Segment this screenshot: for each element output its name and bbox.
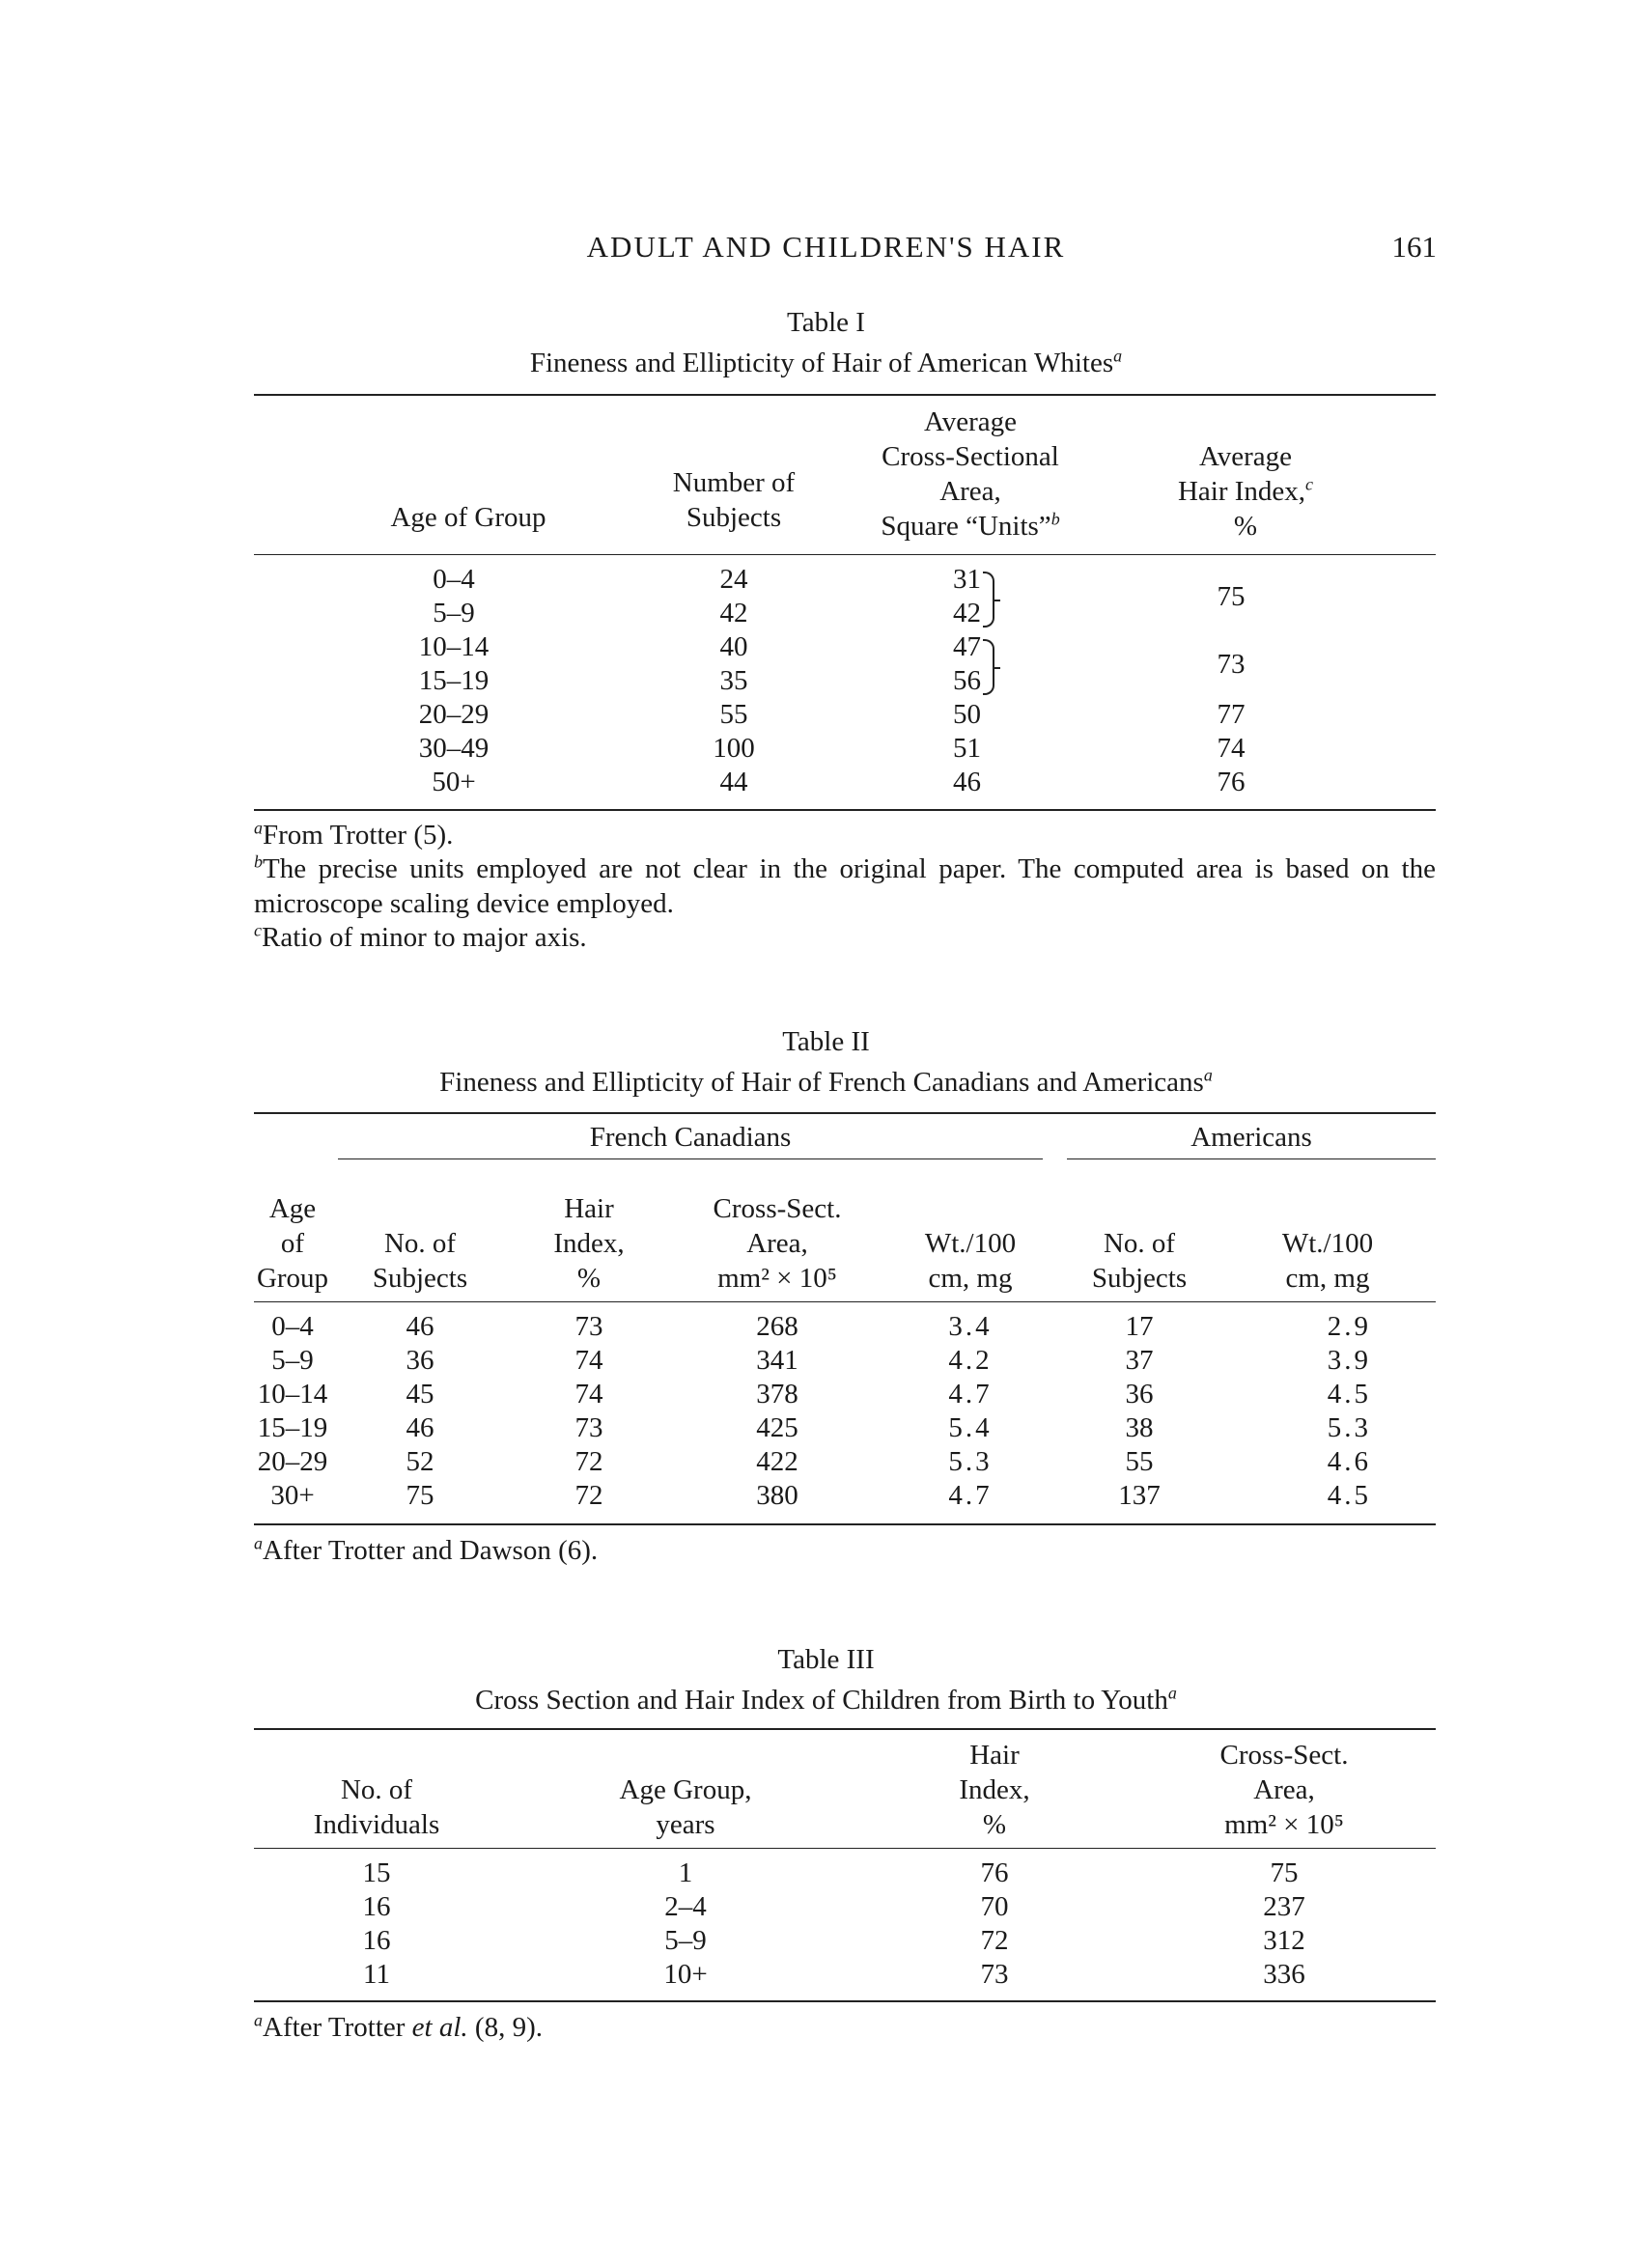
table1-footnote-b: $^b$The precise units employed are not clear in the original paper. The computed area is based on the microscope scaling device employed. bbox=[254, 851, 1436, 919]
t3-individuals: 15 bbox=[362, 1857, 391, 1888]
t1-subjects: 44 bbox=[719, 767, 748, 797]
table2-col-subjects: No. of Subjects bbox=[372, 1228, 468, 1294]
table1-col-area: Average Cross-Sectional Area, Square “Units”$^b$ bbox=[881, 406, 1060, 542]
t2-area: 380 bbox=[756, 1480, 798, 1511]
t2-age: 30+ bbox=[270, 1480, 315, 1511]
table1-col-age: Age of Group bbox=[390, 502, 546, 533]
t2-am-wt: 2.9 bbox=[1327, 1311, 1371, 1342]
t2-am-wt: 4.5 bbox=[1327, 1379, 1371, 1410]
t1-area: 51 bbox=[953, 733, 981, 764]
t1-area: 31 bbox=[953, 564, 981, 595]
table1-header-rule bbox=[254, 554, 1436, 555]
t2-am-subjects: 36 bbox=[1125, 1379, 1154, 1410]
table1-bottom-rule bbox=[254, 809, 1436, 811]
t2-am-wt: 4.5 bbox=[1327, 1480, 1371, 1511]
table3-col-individuals: No. of Individuals bbox=[313, 1774, 440, 1840]
t1-index: 77 bbox=[1217, 699, 1246, 730]
table2-group-french: French Canadians bbox=[589, 1122, 792, 1153]
t1-index: 75 bbox=[1217, 581, 1246, 612]
t2-am-wt: 5.3 bbox=[1327, 1412, 1371, 1443]
t2-subjects: 46 bbox=[406, 1311, 434, 1342]
t2-am-subjects: 137 bbox=[1118, 1480, 1161, 1511]
t1-area: 46 bbox=[953, 767, 981, 797]
t1-subjects: 40 bbox=[719, 631, 748, 662]
t2-index: 72 bbox=[574, 1446, 603, 1477]
table1-caption: Fineness and Ellipticity of Hair of American Whites$^a$ bbox=[529, 346, 1123, 378]
t1-subjects: 100 bbox=[713, 733, 755, 764]
t2-index: 72 bbox=[574, 1480, 603, 1511]
table3-col-index: Hair Index, % bbox=[959, 1740, 1030, 1840]
table1-label: Table I bbox=[787, 307, 865, 338]
t3-age: 5–9 bbox=[664, 1925, 707, 1956]
t3-age: 1 bbox=[678, 1857, 693, 1888]
t2-am-subjects: 55 bbox=[1125, 1446, 1154, 1477]
table2-col-age: Age of Group bbox=[256, 1193, 329, 1294]
t2-subjects: 36 bbox=[406, 1345, 434, 1376]
t2-area: 341 bbox=[756, 1345, 798, 1376]
t3-index: 70 bbox=[980, 1891, 1009, 1922]
t1-area: 47 bbox=[953, 631, 981, 662]
t2-index: 74 bbox=[574, 1379, 603, 1410]
t1-subjects: 42 bbox=[719, 598, 748, 628]
page-number: 161 bbox=[1391, 230, 1437, 264]
t3-individuals: 16 bbox=[362, 1891, 391, 1922]
table3-header-rule bbox=[254, 1848, 1436, 1849]
table2-col-am-wt: Wt./100 cm, mg bbox=[1281, 1228, 1374, 1294]
t2-am-wt: 4.6 bbox=[1327, 1446, 1371, 1477]
t2-subjects: 75 bbox=[406, 1480, 434, 1511]
table1-col-index: Average Hair Index,$^c$ % bbox=[1177, 441, 1314, 542]
t3-individuals: 11 bbox=[363, 1959, 390, 1990]
table1-footnote-c: $^c$Ratio of minor to major axis. bbox=[254, 920, 587, 953]
table2-col-am-subjects: No. of Subjects bbox=[1091, 1228, 1188, 1294]
table3-bottom-rule bbox=[254, 2000, 1436, 2002]
table2-col-index: Hair Index, % bbox=[553, 1193, 625, 1294]
running-title: ADULT AND CHILDREN'S HAIR bbox=[586, 230, 1066, 264]
t1-age: 30–49 bbox=[418, 733, 490, 764]
t2-am-wt: 3.9 bbox=[1327, 1345, 1371, 1376]
table2-col-wt: Wt./100 cm, mg bbox=[924, 1228, 1017, 1294]
table1-top-rule bbox=[254, 394, 1436, 396]
t2-index: 73 bbox=[574, 1412, 603, 1443]
table2-caption: Fineness and Ellipticity of Hair of French Canadians and Americans$^a$ bbox=[439, 1065, 1213, 1098]
t2-area: 422 bbox=[756, 1446, 798, 1477]
t1-index: 74 bbox=[1217, 733, 1246, 764]
table1-brace bbox=[983, 572, 994, 628]
t1-age: 0–4 bbox=[433, 564, 475, 595]
table2-footnote-a: $^a$After Trotter and Dawson (6). bbox=[254, 1533, 599, 1566]
t2-am-subjects: 37 bbox=[1125, 1345, 1154, 1376]
table2-group-rule-americans bbox=[1067, 1158, 1436, 1159]
table2-label: Table II bbox=[782, 1026, 870, 1057]
t1-age: 10–14 bbox=[418, 631, 490, 662]
t1-age: 15–19 bbox=[418, 665, 490, 696]
t2-age: 20–29 bbox=[257, 1446, 328, 1477]
t2-wt: 4.7 bbox=[948, 1379, 993, 1410]
table3-caption: Cross Section and Hair Index of Children from Birth to Youth$^a$ bbox=[475, 1683, 1177, 1716]
t2-age: 15–19 bbox=[257, 1412, 328, 1443]
t2-index: 73 bbox=[574, 1311, 603, 1342]
t2-age: 5–9 bbox=[271, 1345, 314, 1376]
t1-area: 42 bbox=[953, 598, 981, 628]
t2-area: 378 bbox=[756, 1379, 798, 1410]
table2-top-rule bbox=[254, 1112, 1436, 1114]
t3-area: 75 bbox=[1270, 1857, 1299, 1888]
t2-area: 268 bbox=[756, 1311, 798, 1342]
t1-age: 20–29 bbox=[418, 699, 490, 730]
t2-am-subjects: 38 bbox=[1125, 1412, 1154, 1443]
table2-bottom-rule bbox=[254, 1523, 1436, 1525]
t2-wt: 3.4 bbox=[948, 1311, 993, 1342]
t3-area: 336 bbox=[1263, 1959, 1305, 1990]
t3-individuals: 16 bbox=[362, 1925, 391, 1956]
t2-wt: 4.7 bbox=[948, 1480, 993, 1511]
t2-age: 0–4 bbox=[271, 1311, 314, 1342]
t1-age: 50+ bbox=[432, 767, 476, 797]
t1-index: 76 bbox=[1217, 767, 1246, 797]
t1-subjects: 55 bbox=[719, 699, 748, 730]
t2-age: 10–14 bbox=[257, 1379, 328, 1410]
t2-area: 425 bbox=[756, 1412, 798, 1443]
t3-age: 10+ bbox=[663, 1959, 708, 1990]
table3-col-area: Cross-Sect. Area, mm² × 10⁵ bbox=[1219, 1740, 1349, 1840]
table1-brace bbox=[983, 639, 994, 695]
t1-index: 73 bbox=[1217, 649, 1246, 680]
t3-area: 237 bbox=[1263, 1891, 1305, 1922]
t3-index: 76 bbox=[980, 1857, 1009, 1888]
table2-col-area: Cross-Sect. Area, mm² × 10⁵ bbox=[713, 1193, 842, 1294]
t2-wt: 4.2 bbox=[948, 1345, 993, 1376]
table2-group-rule-french bbox=[338, 1158, 1043, 1159]
t1-subjects: 35 bbox=[719, 665, 748, 696]
table3-top-rule bbox=[254, 1728, 1436, 1730]
table2-header-rule bbox=[254, 1301, 1436, 1302]
table3-footnote-a: $^a$After Trotter et al. (8, 9). bbox=[254, 2010, 543, 2043]
t2-am-subjects: 17 bbox=[1125, 1311, 1154, 1342]
table1-col-subjects: Number of Subjects bbox=[672, 467, 796, 533]
t3-index: 73 bbox=[980, 1959, 1009, 1990]
t2-subjects: 45 bbox=[406, 1379, 434, 1410]
t3-area: 312 bbox=[1263, 1925, 1305, 1956]
table1-footnote-a: $^a$From Trotter (5). bbox=[254, 818, 454, 851]
t1-area: 50 bbox=[953, 699, 981, 730]
table2-group-americans: Americans bbox=[1190, 1122, 1312, 1153]
t1-area: 56 bbox=[953, 665, 981, 696]
t3-index: 72 bbox=[980, 1925, 1009, 1956]
t1-subjects: 24 bbox=[719, 564, 748, 595]
t1-age: 5–9 bbox=[433, 598, 475, 628]
t2-subjects: 46 bbox=[406, 1412, 434, 1443]
t2-wt: 5.3 bbox=[948, 1446, 993, 1477]
t2-index: 74 bbox=[574, 1345, 603, 1376]
t2-wt: 5.4 bbox=[948, 1412, 993, 1443]
t2-subjects: 52 bbox=[406, 1446, 434, 1477]
table3-label: Table III bbox=[777, 1644, 875, 1675]
t3-age: 2–4 bbox=[664, 1891, 707, 1922]
table3-col-age: Age Group, years bbox=[619, 1774, 752, 1840]
